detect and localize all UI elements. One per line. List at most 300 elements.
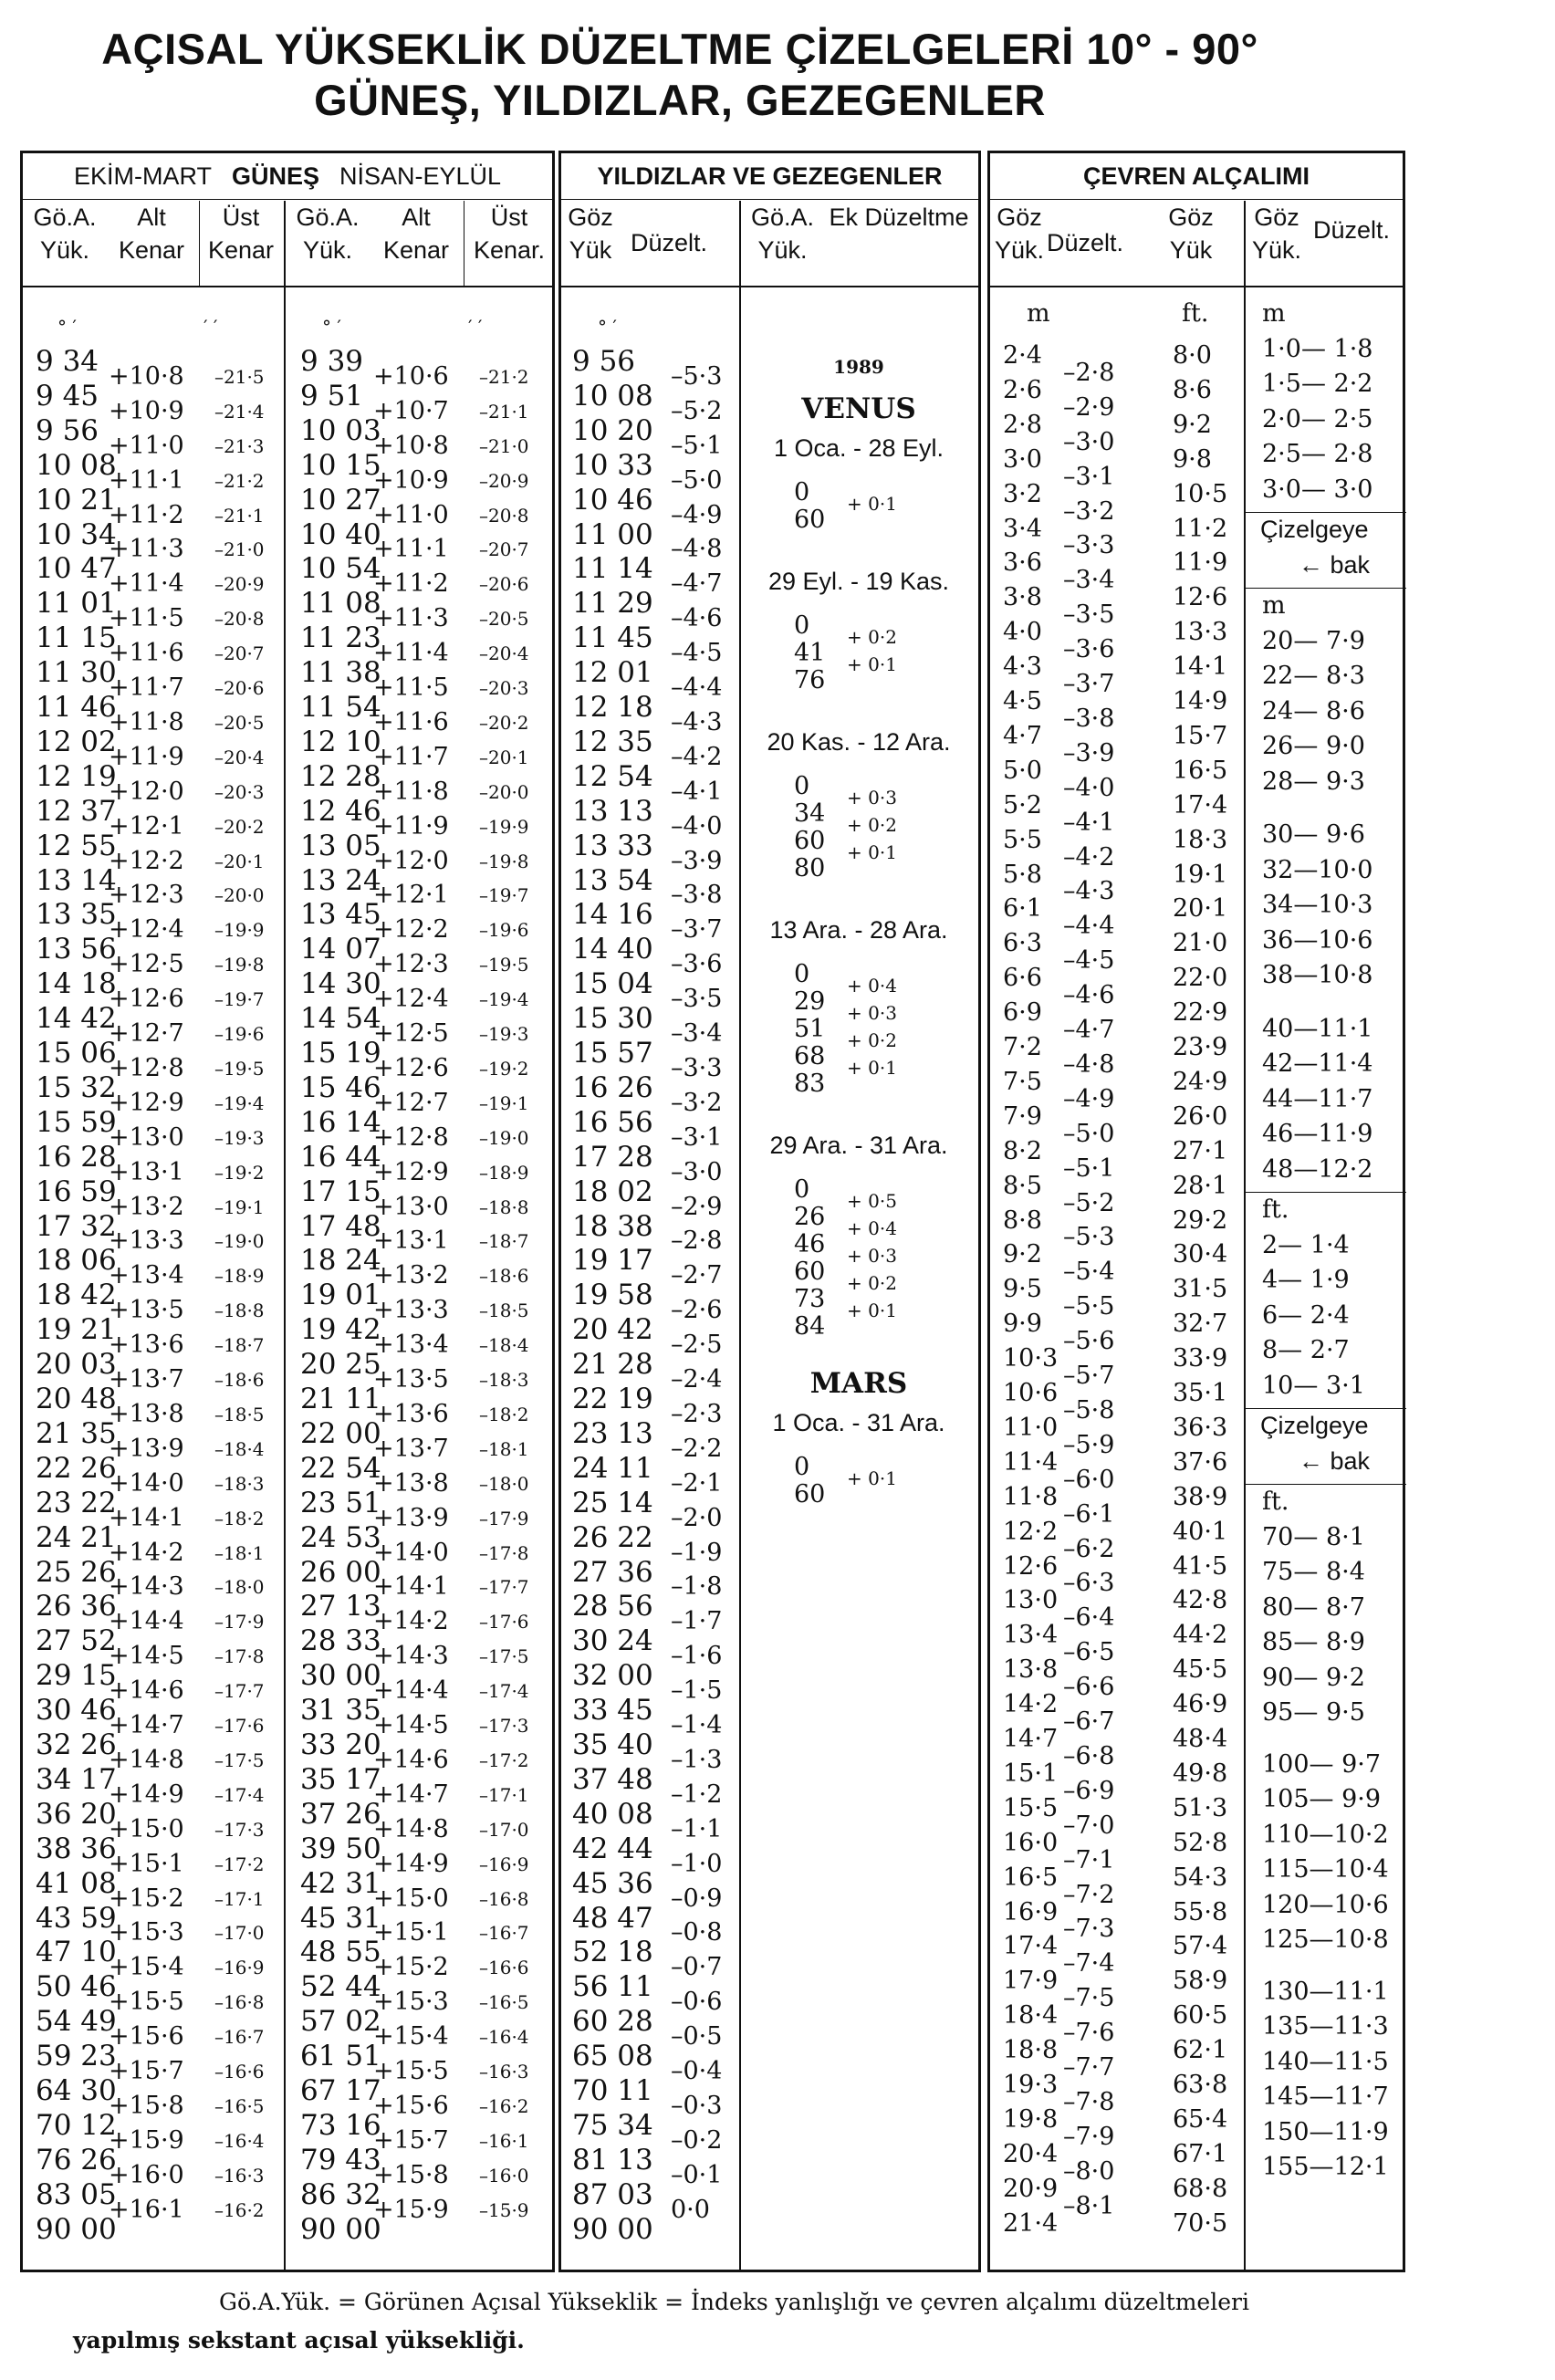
altitude-value: 15 46 [300,1070,381,1104]
dip-height-ft: 13·3 [1173,618,1228,647]
lower-limb-correction: +14·8 [373,1814,449,1843]
dip-height-ft: 11·2 [1173,514,1228,543]
star-correction: –4·3 [671,707,723,736]
lower-limb-correction: +14·8 [109,1745,184,1774]
dip-correction: –3·3 [1063,531,1115,560]
dip-height-ft: 49·8 [1173,1759,1228,1788]
lower-limb-correction: +12·1 [109,811,184,840]
star-correction: –1·2 [671,1780,723,1809]
upper-limb-correction: –19·7 [214,988,265,1011]
lower-limb-correction: +13·9 [109,1434,184,1463]
altitude-value: 67 17 [300,2074,381,2107]
dip-divider [1244,512,1406,513]
altitude-value: 10 54 [300,552,381,586]
dip-short-row: 95— 9·5 [1262,1698,1365,1727]
dip-short-row: 80— 8·7 [1262,1592,1365,1622]
dip-height-m: 9·9 [1003,1310,1042,1339]
upper-limb-correction: –18·5 [214,1403,265,1425]
venus-period: 29 Ara. - 31 Ara. [769,1132,948,1159]
upper-limb-correction: –17·3 [214,1818,265,1841]
altitude-value: 12 46 [300,794,381,828]
star-altitude-value: 9 56 [572,345,636,378]
altitude-value: 10 40 [300,517,381,551]
upper-limb-correction: –20·4 [214,746,265,768]
lower-limb-correction: +15·0 [373,1884,449,1913]
dip-height-m: 9·2 [1003,1240,1042,1269]
altitude-value: 21 11 [300,1383,381,1415]
dip-correction: –7·1 [1063,1845,1115,1874]
lower-limb-correction: +12·2 [373,915,449,945]
dip-sub-duz3: Düzelt. [1312,216,1391,244]
star-altitude-value: 15 04 [572,967,653,1001]
lower-limb-correction: +10·8 [373,431,449,460]
star-altitude-value: 60 28 [572,2005,653,2039]
dip-correction: –6·1 [1063,1499,1115,1529]
upper-limb-correction: –19·5 [214,1057,265,1080]
lower-limb-correction: +14·9 [109,1780,184,1809]
dip-height-ft: 23·9 [1173,1033,1228,1061]
star-altitude-value: 11 14 [572,552,653,586]
altitude-value: 31 35 [300,1694,381,1728]
dip-correction: –7·0 [1063,1811,1115,1840]
dip-correction: –5·1 [1063,1153,1115,1183]
dip-height-m: 11·0 [1003,1413,1059,1442]
star-correction: –0·8 [671,1918,723,1947]
dip-correction: –7·4 [1063,1949,1115,1978]
lower-limb-correction: +13·0 [109,1122,184,1152]
upper-limb-correction: –17·3 [479,1715,529,1738]
upper-limb-correction: –18·8 [214,1300,265,1322]
dip-height-ft: 65·4 [1173,2104,1228,2134]
lower-limb-correction: +15·4 [109,1953,184,1982]
altitude-value: 36 20 [36,1797,117,1831]
dip-short-row: 38—10·8 [1262,961,1373,989]
venus-altitude: 60 [794,1258,826,1286]
venus-altitude: 0 [794,1175,810,1204]
footer-note-1: Gö.A.Yük. = Görünen Açısal Yükseklik = İndeks yanlışlığı ve çevren alçalımı düzeltmeleri [219,2289,1249,2315]
dip-height-m: 8·8 [1003,1206,1042,1235]
sun-header-apr-sep: NİSAN-EYLÜL [339,162,502,190]
dip-short-row: 40—11·1 [1262,1014,1373,1043]
lower-limb-correction: +13·9 [373,1503,449,1532]
upper-limb-correction: –17·4 [479,1680,529,1703]
altitude-value: 15 32 [36,1070,117,1104]
dip-correction: –3·9 [1063,738,1115,767]
lower-limb-correction: +10·8 [109,361,184,391]
dip-correction: –3·4 [1063,566,1115,595]
dip-short-row: 8— 2·7 [1262,1336,1350,1364]
lower-limb-correction: +13·7 [373,1434,449,1463]
lower-limb-correction: +12·4 [373,985,449,1014]
star-altitude-value: 48 47 [572,1901,653,1935]
star-altitude-value: 10 46 [572,483,653,517]
upper-limb-correction: –19·0 [214,1230,265,1253]
upper-limb-correction: –21·5 [214,365,265,388]
lower-limb-correction: +14·3 [109,1572,184,1602]
upper-limb-correction: –17·8 [214,1645,265,1668]
dip-correction: –6·7 [1063,1707,1115,1737]
dip-height-ft: 54·3 [1173,1863,1228,1892]
star-correction: –0·1 [671,2160,723,2189]
stars-sub-goa: Gö.A. Yük. [750,204,815,264]
upper-limb-correction: –20·9 [214,573,265,596]
star-correction: –2·8 [671,1227,723,1256]
upper-limb-correction: –16·5 [479,1991,529,2014]
dip-correction: –5·3 [1063,1223,1115,1252]
dip-sub-goz1: Göz Yük. [994,204,1045,264]
altitude-value: 19 01 [300,1279,381,1312]
altitude-value: 9 51 [300,379,364,412]
star-correction: –1·6 [671,1642,723,1671]
upper-limb-correction: –19·9 [214,919,265,942]
dip-correction: –4·8 [1063,1049,1115,1079]
star-correction: –1·1 [671,1814,723,1843]
star-correction: –5·2 [671,396,723,425]
star-altitude-value: 11 29 [572,587,653,621]
dip-height-ft: 19·1 [1173,860,1228,889]
altitude-value: 23 51 [300,1486,381,1519]
star-altitude-value: 10 33 [572,448,653,482]
lower-limb-correction: +14·4 [109,1607,184,1636]
altitude-value: 54 49 [36,2005,117,2039]
lower-limb-correction: +11·4 [109,569,184,599]
dip-height-ft: 70·5 [1173,2208,1228,2238]
dip-height-m: 5·8 [1003,860,1042,889]
upper-limb-correction: –19·3 [214,1126,265,1149]
upper-limb-correction: –17·8 [479,1541,529,1564]
star-altitude-value: 10 20 [572,413,653,447]
dip-height-ft: 15·7 [1173,721,1228,750]
star-correction: –3·4 [671,1019,723,1049]
mars-extra-correction: + 0·1 [847,1467,897,1489]
star-altitude-value: 12 18 [572,691,653,724]
upper-limb-correction: –20·1 [479,746,529,768]
dip-height-ft: 37·6 [1173,1447,1228,1477]
dip-height-ft: 41·5 [1173,1551,1228,1581]
dip-height-m: 13·8 [1003,1655,1059,1685]
dip-correction: –6·5 [1063,1638,1115,1667]
star-correction: –0·6 [671,1988,723,2017]
dip-height-ft: 22·9 [1173,998,1228,1028]
dip-correction: –5·2 [1063,1188,1115,1217]
dip-short-unit: m [1262,591,1286,620]
lower-limb-correction: +11·8 [373,777,449,806]
upper-limb-correction: –21·2 [214,469,265,492]
altitude-value: 24 21 [36,1520,117,1554]
venus-extra-correction: + 0·1 [847,1057,897,1079]
lower-limb-correction: +13·3 [109,1227,184,1256]
upper-limb-correction: –17·5 [479,1645,529,1668]
sun-table [20,151,555,2272]
star-correction: –4·9 [671,500,723,529]
lower-limb-correction: +11·1 [373,535,449,564]
dip-height-m: 6·1 [1003,894,1042,924]
star-altitude-value: 30 24 [572,1624,653,1658]
upper-limb-correction: –20·5 [479,608,529,631]
altitude-value: 9 39 [300,345,364,378]
lower-limb-correction: +12·3 [373,950,449,979]
lower-limb-correction: +11·2 [109,500,184,529]
dip-correction: –7·6 [1063,2019,1115,2048]
dip-short-unit: ft. [1262,1488,1289,1516]
altitude-value: 23 22 [36,1486,117,1519]
dip-correction: –2·9 [1063,392,1115,422]
lower-limb-correction: +11·1 [109,465,184,495]
upper-limb-correction: –19·7 [479,884,529,907]
dip-correction: –5·9 [1063,1430,1115,1459]
lower-limb-correction: +13·0 [373,1192,449,1221]
altitude-value: 20 25 [300,1348,381,1382]
lower-limb-correction: +15·6 [373,2091,449,2120]
star-altitude-value: 14 16 [572,898,653,932]
star-altitude-value: 11 00 [572,517,653,551]
dip-height-m: 13·0 [1003,1586,1059,1615]
altitude-value: 26 00 [300,1555,381,1589]
dip-correction: –2·8 [1063,358,1115,387]
star-correction: –2·2 [671,1434,723,1463]
dip-short-row: 155—12·1 [1262,2153,1389,2181]
star-altitude-value: 24 11 [572,1451,653,1485]
upper-limb-correction: –19·1 [214,1195,265,1218]
star-altitude-value: 45 36 [572,1866,653,1900]
dip-height-m: 3·6 [1003,548,1042,578]
dip-height-ft: 38·9 [1173,1482,1228,1511]
lower-limb-correction: +10·9 [109,396,184,425]
star-correction: –0·9 [671,1884,723,1913]
dip-height-m: 11·4 [1003,1447,1059,1477]
altitude-value: 11 46 [36,691,117,724]
venus-extra-correction: + 0·1 [847,841,897,863]
lower-limb-correction: +11·0 [109,431,184,460]
star-correction: –1·4 [671,1711,723,1740]
upper-limb-correction: –19·6 [214,1023,265,1046]
lower-limb-correction: +15·7 [373,2125,449,2155]
star-altitude-value: 20 42 [572,1313,653,1347]
dip-height-m: 16·5 [1003,1863,1059,1892]
altitude-value: 10 27 [300,483,381,517]
venus-extra-correction: + 0·3 [847,1002,897,1024]
star-altitude-value: 12 54 [572,759,653,793]
venus-extra-correction: + 0·4 [847,1217,897,1239]
altitude-value: 90 00 [36,2212,117,2246]
mars-period: 1 Oca. - 31 Ara. [772,1409,945,1436]
dip-height-ft: 32·7 [1173,1310,1228,1339]
upper-limb-correction: –19·1 [479,1091,529,1114]
dip-height-ft: 10·5 [1173,479,1228,508]
dip-height-m: 7·2 [1003,1033,1042,1061]
venus-period: 29 Eyl. - 19 Kas. [767,568,950,595]
dip-short-row: 145—11·7 [1262,2082,1389,2111]
venus-altitude: 29 [794,987,826,1016]
dip-correction: –3·1 [1063,462,1115,491]
upper-limb-correction: –20·7 [479,538,529,561]
lower-limb-correction: +14·0 [373,1538,449,1567]
lower-limb-correction: +15·3 [373,1988,449,2017]
dip-height-ft: 58·9 [1173,1967,1228,1996]
altitude-value: 25 26 [36,1555,117,1589]
lower-limb-correction: +15·9 [373,2195,449,2224]
dip-height-m: 2·4 [1003,341,1042,370]
lower-limb-correction: +14·7 [373,1780,449,1809]
star-altitude-value: 33 45 [572,1694,653,1728]
sun-header [23,153,552,287]
lower-limb-correction: +14·5 [373,1711,449,1740]
dip-height-m: 5·0 [1003,756,1042,785]
star-correction: –2·0 [671,1503,723,1532]
altitude-value: 16 44 [300,1140,381,1174]
star-correction: –0·5 [671,2022,723,2051]
dip-height-ft: 60·5 [1173,2001,1228,2030]
altitude-value: 21 35 [36,1416,117,1450]
star-correction: –1·8 [671,1572,723,1602]
altitude-value: 64 30 [36,2074,117,2107]
upper-limb-correction: –18·9 [214,1265,265,1288]
lower-limb-correction: +13·8 [109,1399,184,1428]
dip-height-m: 17·9 [1003,1967,1059,1996]
altitude-value: 50 46 [36,1970,117,2004]
lower-limb-correction: +13·5 [373,1365,449,1394]
upper-limb-correction: –17·7 [479,1576,529,1599]
dip-height-ft: 11·9 [1173,548,1228,578]
star-altitude-value: 25 14 [572,1486,653,1519]
altitude-value: 10 03 [300,413,381,447]
star-correction: –0·3 [671,2091,723,2120]
altitude-value: 17 48 [300,1209,381,1243]
lower-limb-correction: +15·2 [109,1884,184,1913]
upper-limb-correction: –21·3 [214,434,265,457]
altitude-value: 12 55 [36,829,117,862]
dip-height-m: 18·8 [1003,2036,1059,2065]
altitude-value: 11 01 [36,587,117,621]
star-correction: –1·5 [671,1676,723,1706]
altitude-value: 42 31 [300,1866,381,1900]
venus-extra-correction: + 0·3 [847,787,897,809]
altitude-value: 11 15 [36,621,117,655]
dip-height-ft: 36·3 [1173,1413,1228,1442]
dip-height-ft: 48·4 [1173,1725,1228,1753]
lower-limb-correction: +14·6 [373,1745,449,1774]
dip-short-row: 48—12·2 [1262,1154,1373,1184]
lower-limb-correction: +12·5 [373,1019,449,1049]
dip-short-row: 120—10·6 [1262,1890,1389,1919]
altitude-value: 24 53 [300,1520,381,1554]
upper-limb-correction: –19·2 [214,1161,265,1184]
star-correction: –3·9 [671,846,723,875]
lower-limb-correction: +15·4 [373,2022,449,2051]
dip-short-row: 30— 9·6 [1262,820,1365,849]
altitude-value: 15 06 [36,1037,117,1070]
lower-limb-correction: +11·9 [373,811,449,840]
star-altitude-value: 70 11 [572,2074,653,2107]
lower-limb-correction: +12·6 [109,985,184,1014]
venus-extra-correction: + 0·1 [847,653,897,675]
dip-height-m: 19·8 [1003,2104,1059,2134]
upper-limb-correction: –16·8 [479,1887,529,1910]
dip-height-ft: 63·8 [1173,2071,1228,2099]
dip-height-ft: 62·1 [1173,2036,1228,2065]
star-altitude-value: 19 58 [572,1279,653,1312]
star-altitude-value: 87 03 [572,2177,653,2211]
upper-limb-correction: –17·0 [479,1818,529,1841]
upper-limb-correction: –16·7 [479,1922,529,1945]
dip-sub-duz1: Düzelt. [1046,229,1124,256]
altitude-value: 27 52 [36,1624,117,1658]
upper-limb-correction: –18·1 [214,1541,265,1564]
dip-height-m: 8·5 [1003,1171,1042,1200]
dip-height-ft: 57·4 [1173,1932,1228,1961]
upper-limb-correction: –16·3 [214,2164,265,2187]
altitude-value: 14 42 [36,1002,117,1036]
star-altitude-value: 18 38 [572,1209,653,1243]
upper-limb-correction: –17·5 [214,1748,265,1771]
venus-extra-correction: + 0·4 [847,975,897,997]
venus-altitude: 73 [794,1285,826,1313]
altitude-value: 30 00 [300,1659,381,1693]
dip-short-row: 70— 8·1 [1262,1522,1365,1551]
star-correction: –2·5 [671,1331,723,1360]
lower-limb-correction: +14·2 [109,1538,184,1567]
dip-correction: –6·0 [1063,1465,1115,1494]
venus-altitude: 60 [794,827,826,855]
dip-correction: –7·2 [1063,1880,1115,1909]
upper-limb-correction: –18·0 [214,1576,265,1599]
upper-limb-correction: –21·2 [479,365,529,388]
dip-sub-goz2: Göz Yük [1168,204,1214,264]
dip-height-m: 2·8 [1003,410,1042,439]
lower-limb-correction: +15·0 [109,1814,184,1843]
footer-note-2: yapılmış sekstant açısal yüksekliği. [73,2327,525,2354]
star-correction: –4·1 [671,777,723,806]
lower-limb-correction: +12·1 [373,881,449,910]
dip-height-ft: 22·0 [1173,964,1228,993]
upper-limb-correction: –19·8 [479,850,529,872]
altitude-value: 16 59 [36,1174,117,1208]
venus-extra-correction: + 0·1 [847,493,897,515]
altitude-value: 13 56 [36,933,117,966]
dip-table [987,151,1405,2272]
altitude-value: 15 59 [36,1105,117,1139]
altitude-value: 10 21 [36,483,117,517]
sun-sub-lower-right: Alt Kenar [382,204,450,264]
star-altitude-value: 65 08 [572,2040,653,2073]
upper-limb-correction: –18·2 [479,1403,529,1425]
upper-limb-correction: –18·9 [479,1161,529,1184]
altitude-value: 11 23 [300,621,381,655]
star-altitude-value: 18 02 [572,1174,653,1208]
dip-height-ft: 9·8 [1173,444,1212,474]
upper-limb-correction: –16·3 [479,2061,529,2083]
dip-height-m: 7·9 [1003,1101,1042,1131]
star-correction: –2·6 [671,1296,723,1325]
lower-limb-correction: +13·2 [109,1192,184,1221]
altitude-value: 73 16 [300,2108,381,2142]
lower-limb-correction: +11·7 [109,673,184,703]
dip-divider [1244,1192,1406,1193]
altitude-value: 13 24 [300,863,381,897]
upper-limb-correction: –21·0 [214,538,265,561]
dip-correction: –6·3 [1063,1569,1115,1598]
lower-limb-correction: +12·7 [109,1019,184,1049]
sun-sub-lower-left: Alt Kenar [118,204,185,264]
altitude-value: 14 07 [300,933,381,966]
see-table-note: Çizelgeye [1260,1412,1369,1439]
venus-altitude: 0 [794,611,810,640]
upper-limb-correction: –20·2 [479,711,529,734]
upper-limb-correction: –18·6 [479,1265,529,1288]
altitude-value: 10 08 [36,448,117,482]
lower-limb-correction: +11·8 [109,707,184,736]
dip-height-ft: 17·4 [1173,790,1228,819]
